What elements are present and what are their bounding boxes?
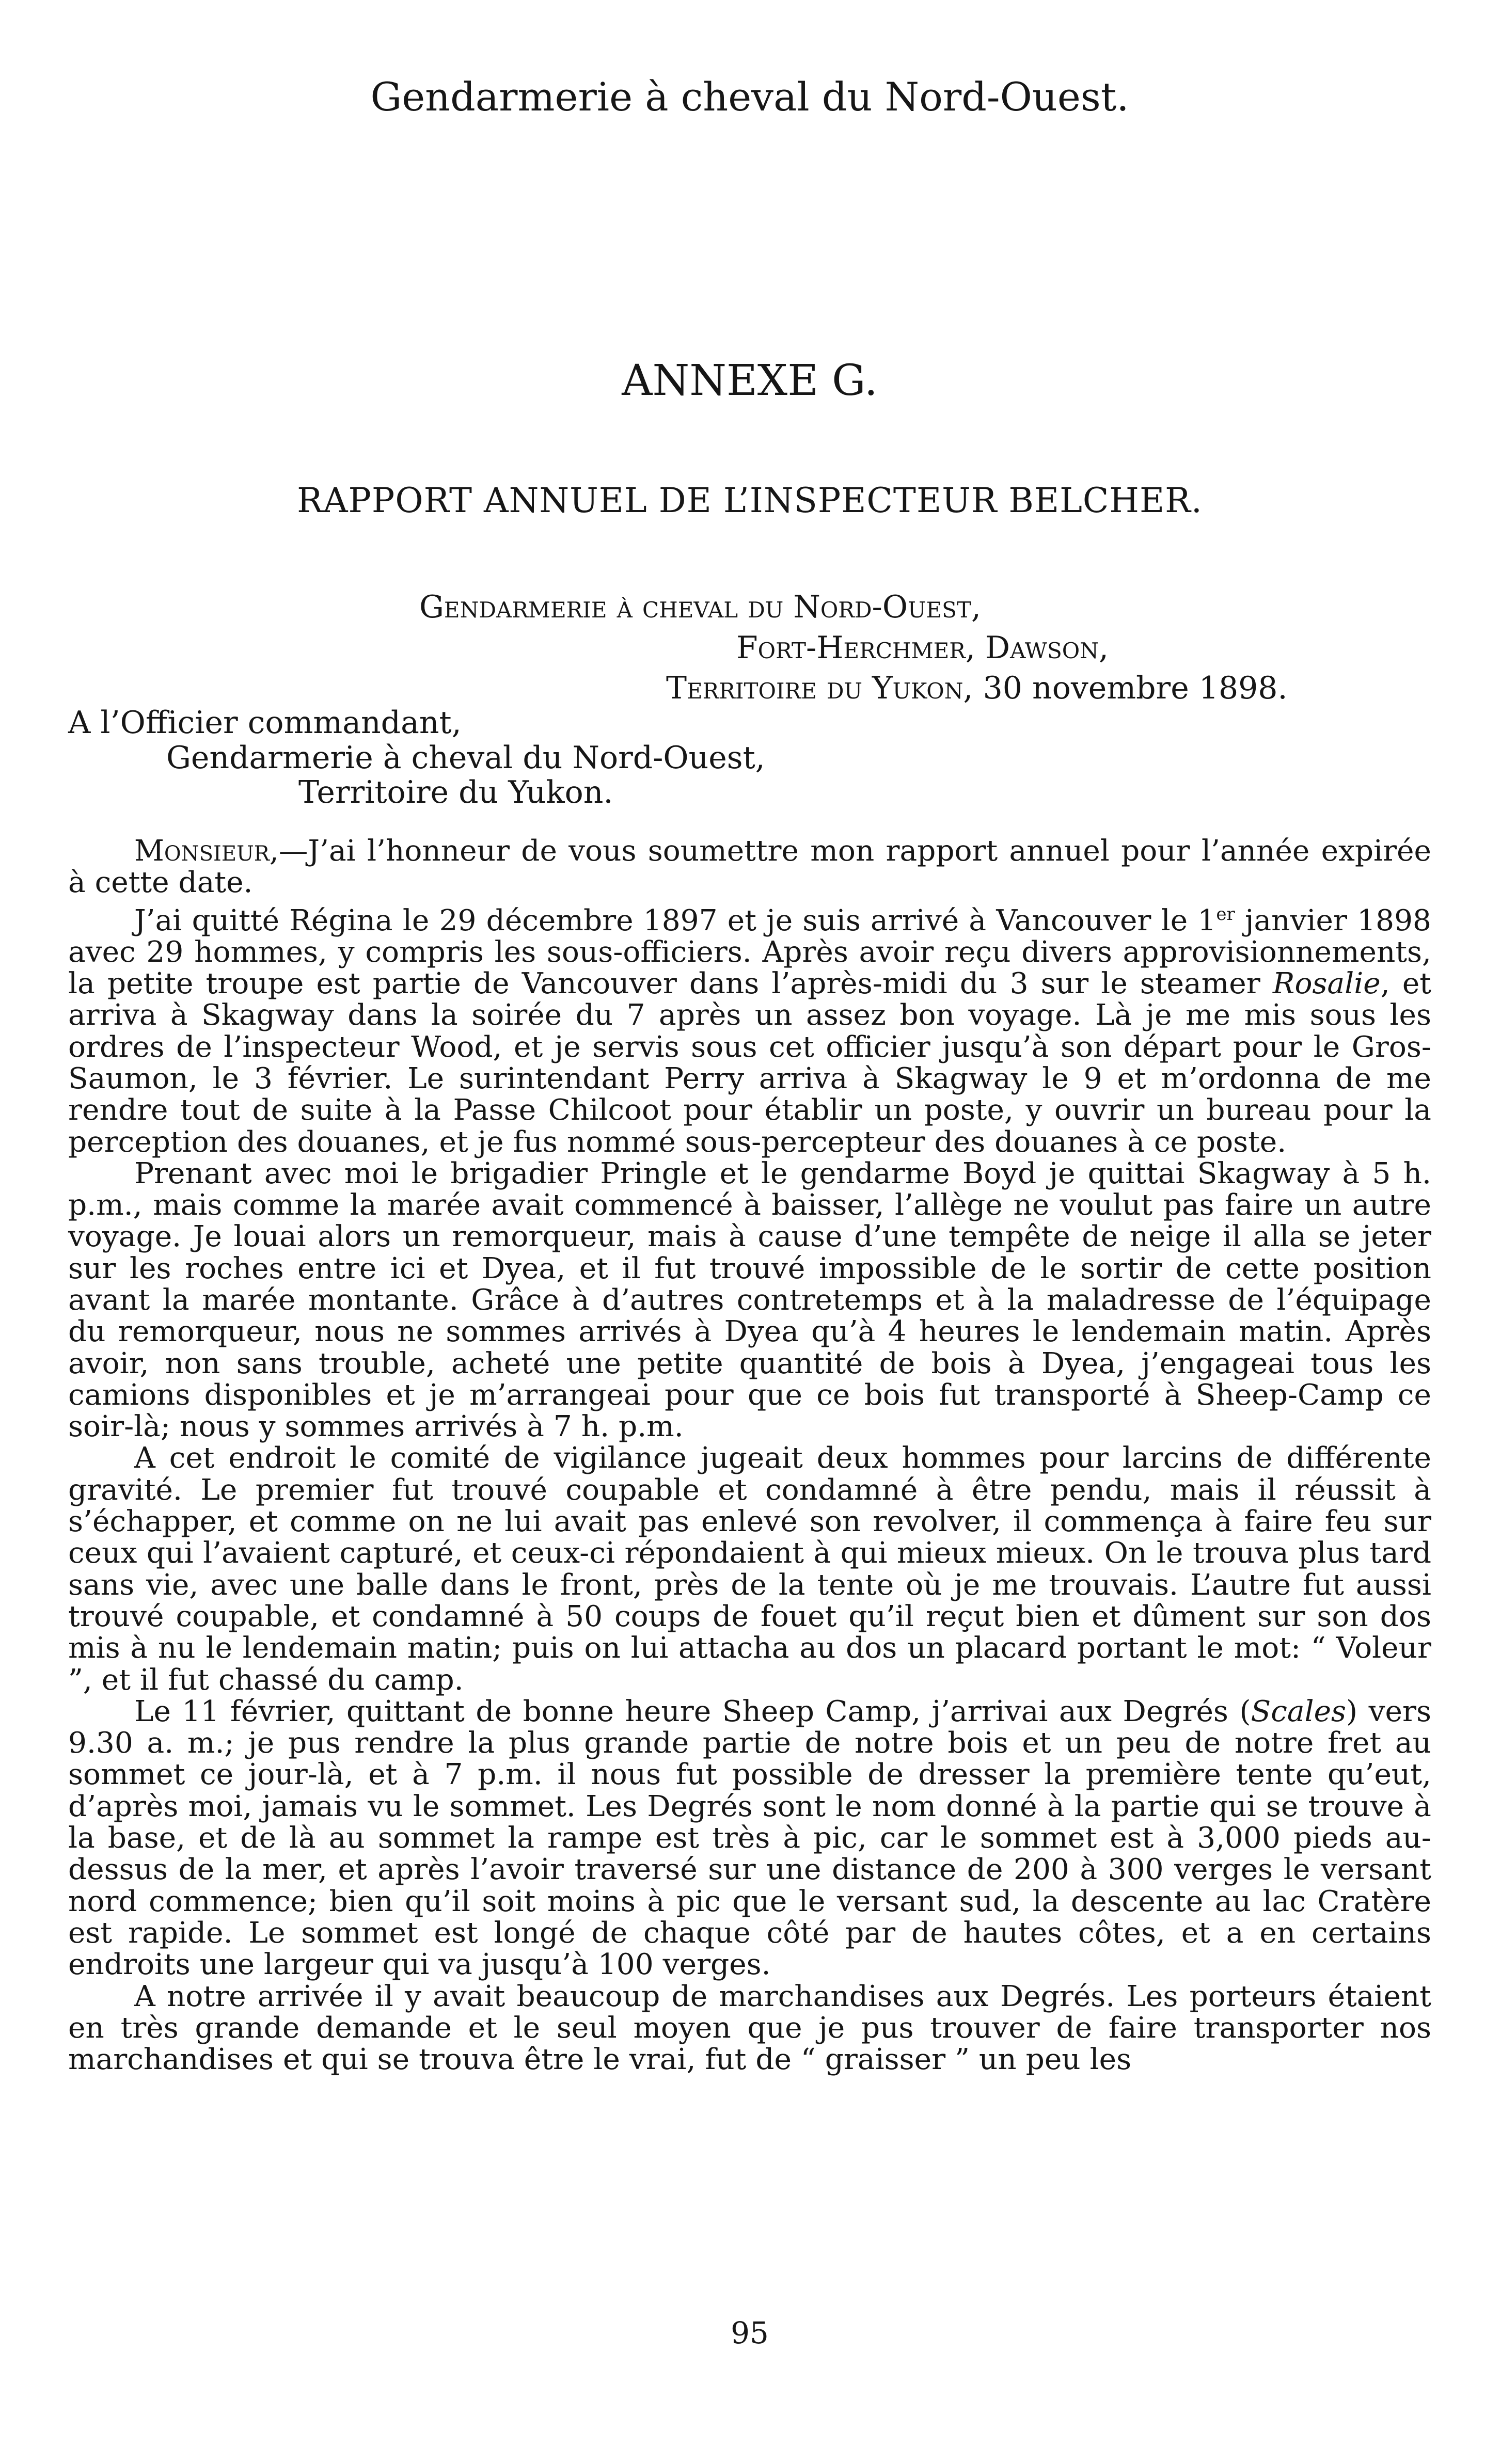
report-title: RAPPORT ANNUEL DE L’INSPECTEUR BELCHER.: [297, 481, 1203, 520]
dateline-line-1: Gendarmerie à cheval du Nord-Ouest,: [419, 589, 981, 625]
salutation: Monsieur,: [134, 834, 279, 868]
paragraph-4: A cet endroit le comité de vigilance jugeait deux hommes pour larcins de différente gravité. Le premier fut trouvé coupable et condamné à être pendu, mais il réussit à s’échapper, et comme on ne lui avait pas enlevé son revolver, il commença à faire feu sur ceux qui l’avaient capturé, et ceux-ci répondaient à qui mieux mieux. On le trouva plus tard sans vie, avec une balle dans le front, près de la tente où je me trouvais. L’autre fut aussi trouvé coupable, et condamné à 50 coups de fouet qu’il reçut bien et dûment sur son dos mis à nu le lendemain matin; puis on lui attacha au dos un placard portant le mot: “ Voleur ”, et il fut chassé du camp.: [68, 1441, 1431, 1697]
addressee-line-3: Territoire du Yukon.: [298, 774, 613, 810]
page-number: 95: [731, 2315, 769, 2350]
paragraph-3: Prenant avec moi le brigadier Pringle et le gendarme Boyd je quittai Skagway à 5 h. p.m., mais comme la marée avait commencé à baisser, l’allège ne voulut pas faire un autre voyage. Je louai alors un remorqueur, mais à cause d’une tempête de neige il alla se jeter sur les roches entre ici et Dyea, et il fut trouvé impossible de le sortir de cette position avant la marée montante. Grâce à d’autres contretemps et à la maladresse de l’équipage du remorqueur, nous ne sommes arrivés à Dyea qu’à 4 heures le lendemain matin. Après avoir, non sans trouble, acheté une petite quantité de bois à Dyea, j’engageai tous les camions disponibles et je m’arrangeai pour que ce bois fut transporté à Sheep-Camp ce soir-là; nous y sommes arrivés à 7 h. p.m.: [68, 1156, 1431, 1444]
addressee-line-1: A l’Officier commandant,: [68, 705, 462, 741]
paragraph-2: J’ai quitté Régina le 29 décembre 1897 et je suis arrivé à Vancouver le 1er janvier 1898 avec 29 hommes, y compris les sous-officiers. Après avoir reçu divers approvisionnements, la petite troupe est partie de Vancouver dans l’après-midi du 3 sur le steamer Rosalie, et arriva à Skagway dans la soirée du 7 après un assez bon voyage. Là je me mis sous les ordres de l’inspecteur Wood, et je servis sous cet officier jusqu’à son départ pour le Gros-Saumon, le 3 février. Le surintendant Perry arriva à Skagway le 9 et m’ordonna de me rendre tout de suite à la Passe Chilcoot pour établir un poste, y ouvrir un bureau pour la perception des douanes, et je fus nommé sous-percepteur des douanes à ce poste.: [68, 903, 1432, 1159]
paragraph-5: Le 11 février, quittant de bonne heure Sheep Camp, j’arrivai aux Degrés (Scales) vers 9.30 a. m.; je pus rendre la plus grande partie de notre bois et un peu de notre fret au sommet ce jour-là, et à 7 p.m. il nous fut possible de dresser la première tente qu’eut, d’après moi, jamais vu le sommet. Les Degrés sont le nom donné à la partie qui se trouve à la base, et de là au sommet la rampe est très à pic, car le sommet est à 3,000 pieds au-dessus de la mer, et après l’avoir traversé sur une distance de 200 à 300 verges le versant nord commence; bien qu’il soit moins à pic que le versant sud, la descente au lac Cratère est rapide. Le sommet est longé de chaque côté par de hautes côtes, et a en certains endroits une largeur qui va jusqu’à 100 verges.: [68, 1694, 1431, 1982]
annex-title: ANNEXE G.: [622, 356, 878, 405]
scales-term: Scales: [1251, 1694, 1347, 1728]
paragraph-6: A notre arrivée il y avait beaucoup de marchandises aux Degrés. Les porteurs étaient en très grande demande et le seul moyen que je pus trouver de faire transporter nos marchandises et qui se trouva être le vrai, fut de “ graisser ” un peu les: [68, 1979, 1431, 2077]
dateline-line-3: [666, 669, 1288, 708]
dateline-place: Territoire du Yukon,: [666, 670, 973, 706]
ship-name: Rosalie: [1272, 967, 1381, 1001]
dateline-line-2: Fort-Herchmer, Dawson,: [736, 630, 1109, 666]
paragraph-1: Monsieur,—J’ai l’honneur de vous soumettre mon rapport annuel pour l’année expirée à cette date.: [68, 834, 1431, 900]
report-body: [68, 835, 1431, 2075]
document-page: [68, 0, 1431, 2464]
dateline-date: 30 novembre 1898.: [973, 670, 1288, 706]
addressee-line-2: Gendarmerie à cheval du Nord-Ouest,: [166, 740, 765, 776]
superscript-er: er: [1216, 903, 1235, 925]
running-head: Gendarmerie à cheval du Nord-Ouest.: [370, 74, 1129, 120]
